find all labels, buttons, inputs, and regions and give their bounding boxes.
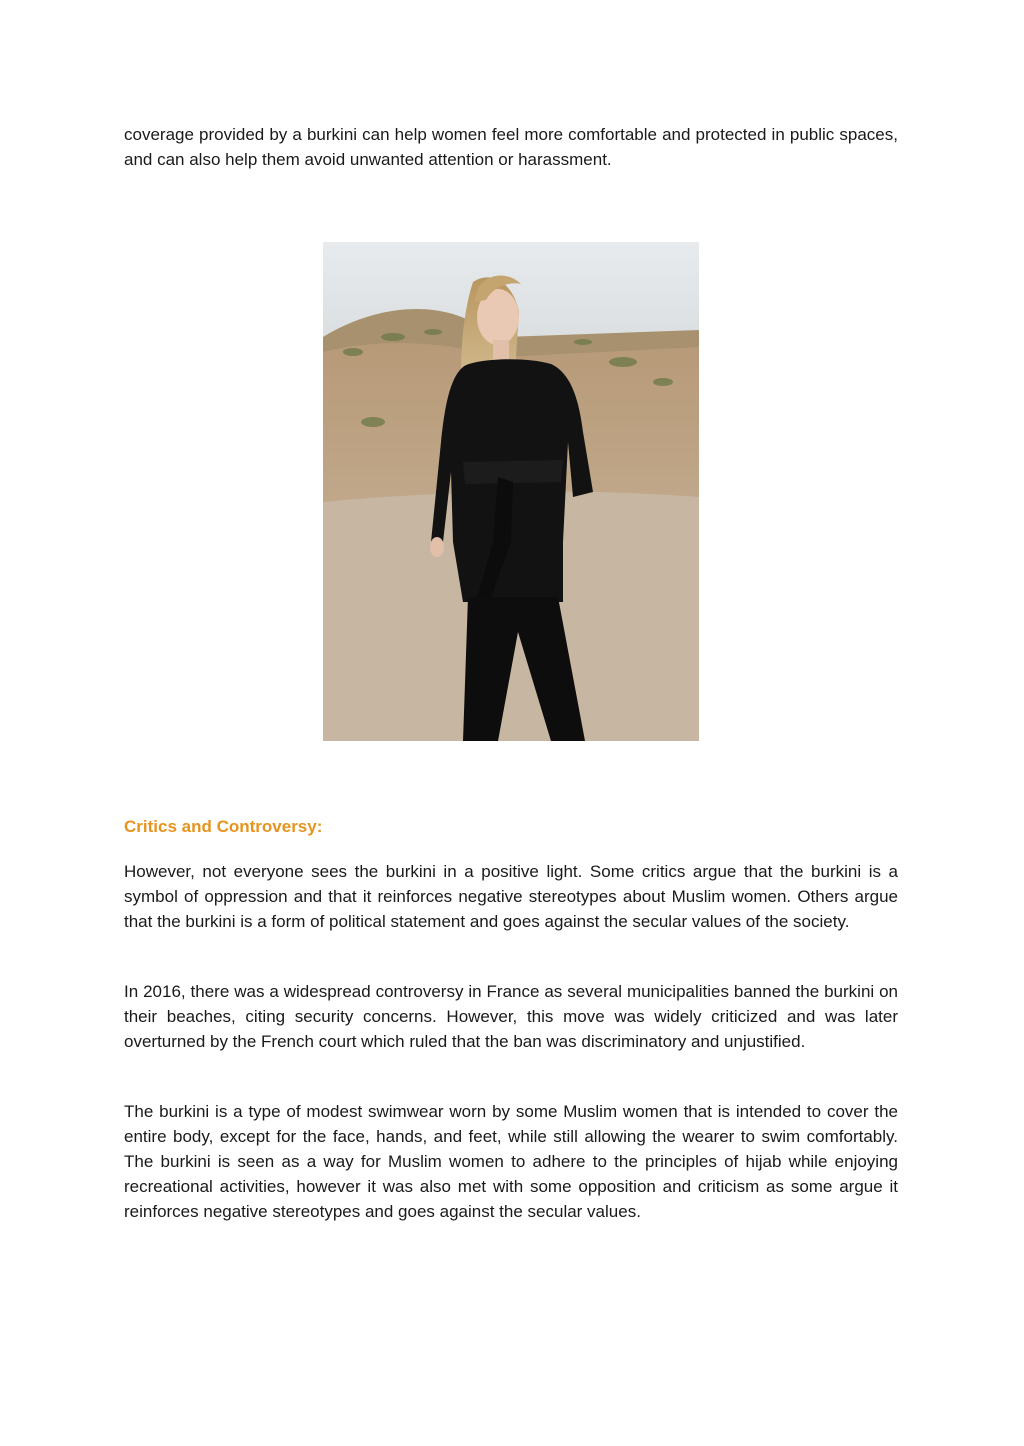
paragraph-critics: However, not everyone sees the burkini in a positive light. Some critics argue that the burkini is a symbol of oppression and that it reinforces negative stereotypes about Muslim women. Others argue that the burkini is a form of political statement and goes against the secular values of the society. [124, 862, 898, 931]
section-heading: Critics and Controversy: [124, 817, 323, 836]
photo-illustration [323, 242, 699, 741]
intro-paragraph: coverage provided by a burkini can help women feel more comfortable and protected in public spaces, and can also help them avoid unwanted attention or harassment. [124, 125, 898, 169]
paragraph-summary: The burkini is a type of modest swimwear worn by some Muslim women that is intended to cover the entire body, except for the face, hands, and feet, while still allowing the wearer to swim comfortably. The burkini is seen as a way for Muslim women to adhere to the principles of hijab while enjoying recreational activities, however it was also met with some opposition and criticism as some argue it reinforces negative stereotypes and goes against the secular values. [124, 1102, 898, 1221]
burkini-photo [323, 242, 699, 741]
paragraph-2016-controversy: In 2016, there was a widespread controversy in France as several municipalities banned the burkini on their beaches, citing security concerns. However, this move was widely criticized and was later overturned by the French court which ruled that the ban was discriminatory and unjustified. [124, 982, 898, 1051]
